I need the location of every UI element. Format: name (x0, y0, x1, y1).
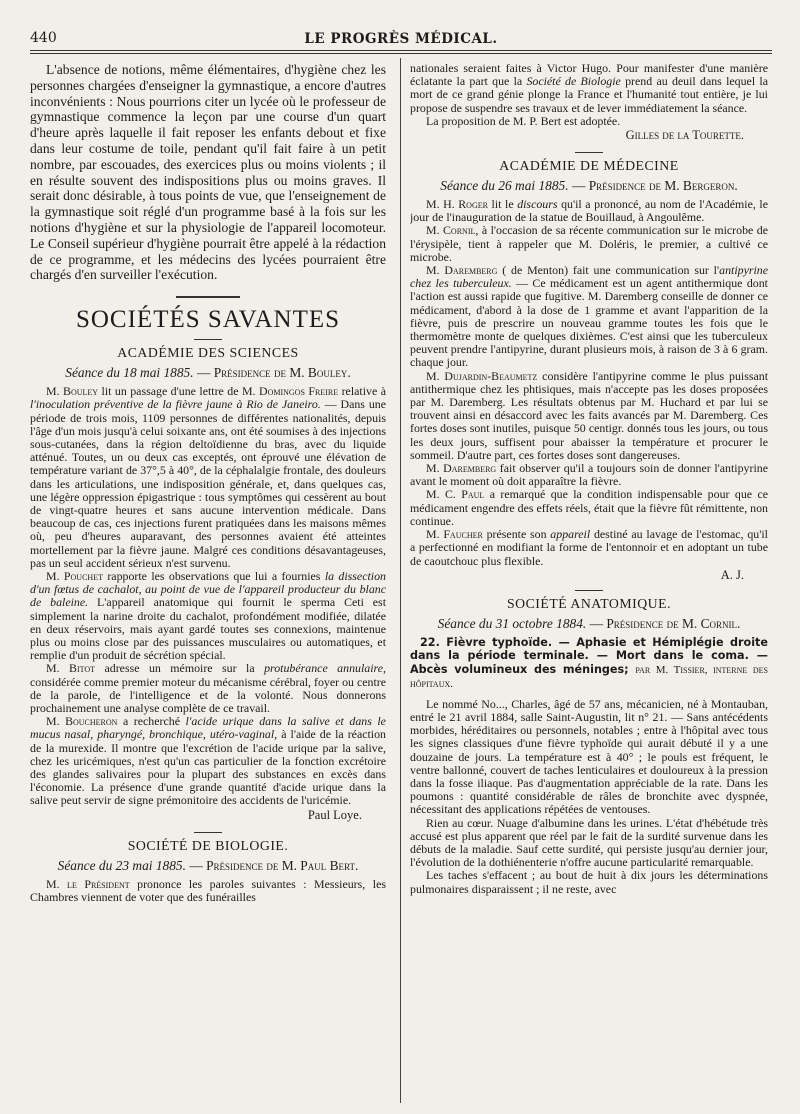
biologie-president-paragraph: M. le Président prononce les paroles suivantes : Messieurs, les Chambres viennent de voter que des funérailles (30, 876, 386, 904)
case-paragraph-1: Le nommé No..., Charles, âgé de 57 ans, mécanicien, né à Montauban, entré le 21 avril 1884, salle Saint-Augustin, lit n° 21. — Sans antécédents morbides, héréditaires ou personnels, notables ; entre à l'hôpital avec tous les signes classiques d'une fièvre typhoïde qui aurait débuté il y a une douzaine de jours. La température est à 40° ; le pouls est fréquent, le ventre ballonné, couvert de taches lenticulaires et douloureux à la pression dans la fosse iliaque. Pas d'augmentation appréciable de la rate. Dans les poumons : quantité considérable de râles de bronchite avec dyspnée, nécessitant des applications répétées de ventouses. (410, 696, 768, 817)
header-rule-double (30, 53, 772, 54)
section-dash (575, 152, 603, 153)
biologie-continuation: nationales seraient faites à Victor Hugo. Pour manifester d'une manière éclatante la part que la Société de Biologie prend au deuil dans lequel la mort de ce grand génie plonge la France et l'humanité tout entière, je lui propose de suspendre ses travaux et de lever immédiatement la séance. (410, 62, 768, 115)
right-column (410, 62, 768, 896)
sciences-pouchet-paragraph: M. Pouchet rapporte les observations que lui a fournies la dissection d'un fœtus de cachalot, au point de vue de l'appareil producteur du blanc de baleine. L'appareil anatomique qui fournit le sperma Ceti est simplement la narine droite du cachalot, profondément modifiée, dilatée en deux réservoirs, mais ayant gardé toutes ses connexions, maintenue plus ou moins close par des puissances musculaires ou automatiques, et remplie d'un produit de sécrétion spécial. (30, 569, 386, 663)
academie-sciences-title: ACADÉMIE DES SCIENCES (117, 345, 299, 361)
case-paragraph-2: Rien au cœur. Nuage d'albumine dans les urines. L'état d'hébétude très accusé est plus apparent que réel par le fait de la surdité survenue dans les débuts de la maladie. Sauf cette surdité, qui persiste jusqu'au dernier jour, l'évolution de la dothiénenterie n'offre aucune particularité remarquable. (410, 815, 768, 870)
medecine-roger-paragraph: M. H. Roger lit le discours qu'il a prononcé, au nom de l'Académie, le jour de l'inauguration de la statue de Bouillaud, à Angoulême. (410, 197, 768, 225)
header-rule (30, 50, 772, 51)
medecine-daremberg2-paragraph: M. Daremberg fait observer qu'il a toujours soin de donner l'antipyrine avant le moment où doit apparaître la fièvre. (410, 461, 768, 489)
anatomique-seance-presidence: — Présidence de M. Cornil. (589, 615, 741, 631)
title-dash (194, 339, 222, 340)
sciences-signature: Paul Loye. (307, 807, 362, 822)
case-heading: 22. Fièvre typhoïde. — Aphasie et Hémiplégie droite dans la période terminale. — Mort dans le coma. — Abcès volumineux des méninges; par M. Tissier, interne des hôpitaux. (410, 635, 768, 691)
medecine-paul-paragraph: M. C. Paul a remarqué que la condition indispensable pour que ce médicament engendre des effets réels, était que la fièvre fût rémittente, non continue. (410, 487, 768, 528)
medecine-faucher-paragraph: M. Faucher présente son appareil destiné au lavage de l'estomac, qu'il a perfectionné en modifiant la forme de l'entonnoir et en adoptant un tube de caoutchouc plus flexible. (410, 527, 768, 568)
biologie-proposition: La proposition de M. P. Bert est adoptée. (426, 113, 621, 128)
medecine-seance-date: Séance du 26 mai 1885. (440, 178, 569, 194)
societe-biologie-title: SOCIÉTÉ DE BIOLOGIE. (127, 837, 289, 853)
anatomique-seance-date: Séance du 31 octobre 1884. (437, 615, 587, 631)
sciences-bitot-paragraph: M. Bitot adresse un mémoire sur la protubérance annulaire, considérée comme premier moteur du mécanisme cérébral, foyer ou centre de la parole, de l'intelligence et de la volonté. Nous donnerons prochainement une analyse complète de ce travail. (30, 661, 386, 716)
biologie-seance-date: Séance du 23 mai 1885. (57, 857, 186, 873)
biologie-seance-presidence: — Présidence de M. Paul Bert. (189, 857, 359, 873)
academie-medecine-title: ACADÉMIE DE MÉDECINE (499, 158, 679, 174)
case-paragraph-3: Les taches s'effacent ; au bout de huit à dix jours les déterminations pulmonaires disparaissent ; il ne reste, avec (410, 868, 768, 896)
medecine-signature: A. J. (720, 567, 744, 582)
section-dash (194, 832, 222, 833)
left-column (30, 62, 386, 904)
biologie-signature: Gilles de la Tourette. (625, 128, 744, 143)
sciences-seance-presidence: — Présidence de M. Bouley. (196, 365, 351, 381)
section-ornament (30, 289, 386, 299)
sciences-boucheron-paragraph: M. Boucheron a recherché l'acide urique dans la salive et dans le mucus nasal, pharyngé, bronchique, utéro-vaginal, à l'aide de la réaction de la murexide. Il montre que l'excrétion de l'acide urique par la salive, chez les uricémiques, n'est qu'un cas particulier de la fonction excrétoire des glandes salivaires pour la plupart des substances en excès dans l'économie. La présence d'une grande quantité d'acide urique dans la salive peut servir de signe prémonitoire des accidents de l'uricémie. (30, 714, 386, 808)
medecine-seance-presidence: — Présidence de M. Bergeron. (571, 178, 738, 194)
page-number: 440 (30, 30, 57, 46)
sciences-seance (30, 365, 386, 381)
sciences-freire-paragraph: M. Bouley lit un passage d'une lettre de M. Domingos Freire relative à l'inoculation préventive de la fièvre jaune à Rio de Janeiro. — Dans une période de trois mois, 1109 personnes de différentes nationalités, depuis l'âge d'un mois jusqu'à celui soixante ans, ont été soumises à des injections sous-cutanées, dans la région deltoïdienne du bras, avec du liquide atténué. Toutes, un ou deux cas exceptés, ont éprouvé une élévation de température variant de 37°,5 à 40°, de la céphalalgie frontale, des douleurs dans les articulations, une indisposition générale, et, dans quelques cas, une légère oppression épigastrique : tous symptômes qui cessèrent au bout de vingt-quatre heures et sans aucune intervention médicale. Dans beaucoup de cas, ces injections furent pratiquées dans les maisons mêmes où, peu d'heures auparavant, des personnes avaient été atteintes mortellement par la fièvre jaune. Malgré ces conditions désavantageuses, pas un seul accident sérieux n'est survenu. (30, 384, 386, 570)
medecine-seance (410, 178, 768, 194)
biologie-seance (30, 858, 386, 874)
journal-title: LE PROGRÈS MÉDICAL. (304, 31, 498, 47)
medecine-dujardin-paragraph: M. Dujardin-Beaumetz considère l'antipyrine comme le plus puissant antithermique chez les phtisiques, mais n'accepte pas les doses proposées par M. Daremberg. Les résultats obtenus par M. Huchard et par lui se trouvent ainsi en désaccord avec les faits avancés par M. Daremberg. Ces fortes doses sont inutiles, puisque 50 centigr. donnés tous les jours, ou tous les deux jours, suffisent pour abaisser la température et procurer le sommeil. D'autre part, ces fortes doses sont dangereuses. (410, 368, 768, 462)
medecine-cornil-paragraph: M. Cornil, à l'occasion de sa récente communication sur le microbe de l'érysipèle, tient à rappeler que M. Doléris, le premier, a cultivé ce microbe. (410, 223, 768, 264)
medecine-daremberg-paragraph: M. Daremberg ( de Menton) fait une communication sur l'antipyrine chez les tuberculeux. — Ce médicament est un agent antithermique dont l'action est aussi rapide que fugitive. M. Daremberg conseille de donner ce médicament, d'abord à la dose de 1 gramme et avant l'apparition de la fièvre, puis de prescrire un nouveau gramme toutes les fois que le thermomètre monte de quelques dixièmes. C'est ainsi que les tuberculeux peuvent prendre l'antipyrine, durant plusieurs mois, à raison de 3 à 6 gram. chaque jour. (410, 263, 768, 370)
societes-savantes-title: SOCIÉTÉS SAVANTES (75, 306, 341, 334)
running-header (30, 30, 772, 50)
section-dash (575, 590, 603, 591)
sciences-seance-date: Séance du 18 mai 1885. (65, 365, 194, 381)
societe-anatomique-title: SOCIÉTÉ ANATOMIQUE. (506, 595, 672, 611)
anatomique-seance (410, 616, 768, 632)
hygiene-paragraph: L'absence de notions, même élémentaires, d'hygiène chez les personnes chargées d'enseigner la gymnastique, a encore d'autres inconvénients : Nous pourrions citer un lycée où le professeur de gymnastique commence la leçon par une course d'un quart d'heure après laquelle il fait reposer les enfants debout et fixe dans leur costume de toile, pendant qu'il fait faire à un petit nombre, par escouades, des exercices plus ou moins violents ; il en résulte souvent des indispositions plus ou moins graves. Il serait donc désirable, à tous points de vue, que l'enseignement de la gymnastique soit réglé d'un programme basé à la fois sur les notions d'hygiène et sur la physiologie de l'appareil locomoteur. Le Conseil supérieur d'hygiène pourrait être appelé à la rédaction de ce programme, et les médecins des lycées pourraient être chargés d'en surveiller l'exécution. (30, 62, 386, 283)
column-divider (400, 58, 401, 1103)
